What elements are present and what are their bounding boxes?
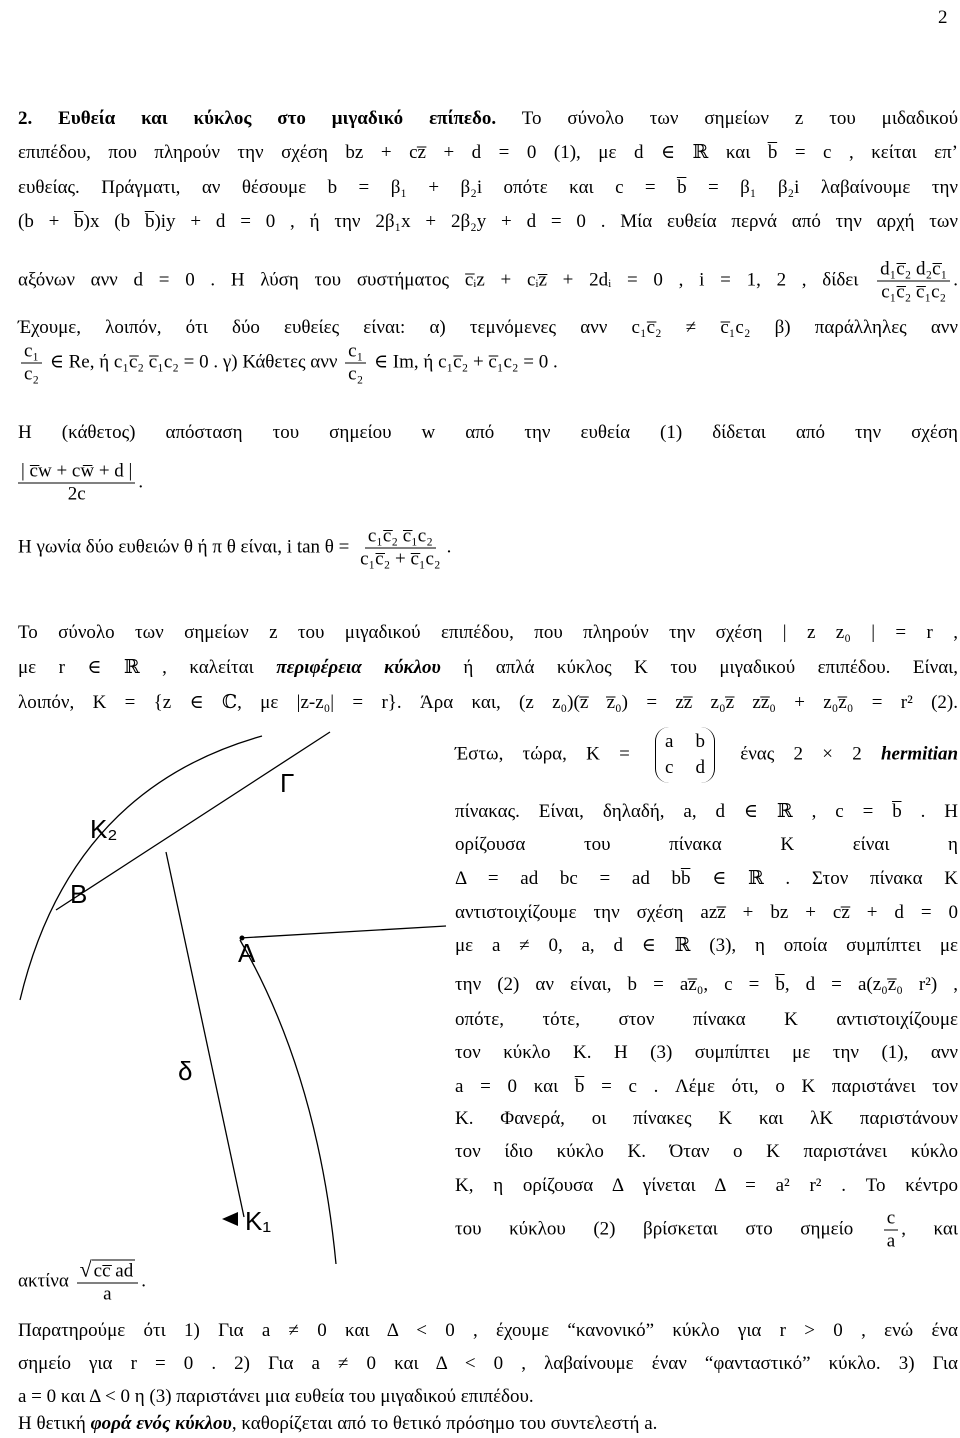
fraction-denominator: c₁c̅₂ c̅₁c₂ — [881, 281, 947, 303]
text-line — [18, 210, 958, 234]
body-text: Το σύνολο των σημείων z του μιδαδικού — [521, 108, 958, 129]
body-text: Η θετική — [18, 1413, 86, 1434]
body-text: ∈ Im, ή c₁c̅₂ + c̅₁c₂ = 0 . — [373, 351, 558, 373]
body-text: λοιπόν, K = {z ∈ ℂ, με |z-z₀| = r}. Άρα και, (z z₀)(z̅ z̅₀) = zz̅ z₀z̅ zz̅₀ + z₀z̅₀ = r² (2). — [18, 692, 958, 713]
text-line — [455, 1174, 958, 1198]
text-line — [455, 833, 958, 857]
text-line — [18, 1412, 657, 1436]
matrix-entry: d — [695, 757, 705, 778]
fraction-numerator: c — [884, 1208, 898, 1231]
fraction-denominator: c₂ — [348, 363, 364, 385]
body-text: K. Φανερά, οι πίνακες K και λK παριστάνουν — [455, 1108, 958, 1129]
text-line — [18, 1352, 958, 1376]
text-line — [455, 1008, 958, 1032]
section-heading: 2. Ευθεία και κύκλος στο μιγαδικό επίπεδο. — [18, 108, 497, 129]
body-text: ∈ Re, ή c₁c̅₂ c̅₁c₂ = 0 . γ) Κάθετες ανν — [49, 351, 338, 373]
label-k1: K₁ — [245, 1206, 272, 1236]
body-text: Η γωνία δύο ευθειών θ ή π θ είναι, i tan θ = — [18, 536, 350, 558]
text-line — [18, 141, 958, 165]
body-text: ακτίνα — [18, 1270, 69, 1292]
body-text: την (2) αν είναι, b = az̅₀, c = b̅, d = a(z₀z̅₀ r²) , — [455, 974, 958, 995]
text-line — [18, 421, 958, 445]
text-line — [455, 901, 958, 925]
line-delta — [166, 852, 244, 1217]
text-line — [455, 727, 958, 783]
body-text: Η (κάθετος) απόσταση του σημείου w από την ευθεία (1) δίδεται από την σχέση — [18, 422, 958, 443]
text-line — [455, 973, 958, 997]
radical-sign: √ — [79, 1256, 92, 1282]
text-line — [18, 461, 143, 506]
label-b: B — [70, 879, 88, 909]
label-delta: δ — [178, 1056, 193, 1086]
body-text: του κύκλου (2) βρίσκεται στο σημείο — [455, 1218, 854, 1240]
arrow-head-icon — [222, 1212, 238, 1226]
body-text: Το σύνολο των σημείων z του μιγαδικού επιπέδου, που πληρούν την σχέση | z z₀ | = r , — [18, 622, 958, 643]
body-text: ευθείας. Πράγματι, αν θέσουμε b = β₁ + β₂i οπότε και c = b̅ = β₁ β₂i λαβαίνουμε την — [18, 177, 958, 198]
body-text: Έχουμε, λοιπόν, ότι δύο ευθείες είναι: α) τεμνόμενες ανν c₁c̅₂ ≠ c̅₁c₂ β) παράλληλες ανν — [18, 317, 958, 338]
fraction — [877, 259, 950, 304]
circle-arc-upper — [20, 736, 262, 1000]
body-text: αντιστοιχίζουμε την σχέση azz̅ + bz + cz̅ + d = 0 — [455, 902, 958, 923]
radicand: cc̅ ad — [93, 1260, 134, 1282]
text-line — [18, 1385, 534, 1409]
body-text: , και — [901, 1218, 958, 1240]
matrix-entry: b — [695, 731, 705, 752]
label-a: A — [238, 938, 256, 968]
body-text: αξόνων ανν d = 0 . Η λύση του συστήματος c̅ᵢz + cᵢz̅ + 2dᵢ = 0 , i = 1, 2 , δίδει — [18, 269, 859, 291]
punctuation: . — [141, 1270, 146, 1292]
body-text: a = 0 και b̅ = c . Λέμε ότι, ο K παριστάνει τον — [455, 1076, 958, 1097]
text-line — [455, 800, 958, 824]
fraction-numerator: | c̅w + cw̅ + d | — [18, 461, 135, 484]
text-line — [18, 316, 958, 340]
text-line — [455, 1041, 958, 1065]
label-k2: K₂ — [90, 814, 118, 844]
punctuation: . — [446, 536, 452, 558]
geometry-figure — [0, 725, 450, 1285]
body-text: , καθορίζεται από το θετικό πρόσημο του συντελεστή a. — [231, 1413, 658, 1434]
fraction — [18, 461, 135, 506]
text-line — [18, 176, 958, 200]
text-line — [18, 621, 958, 645]
text-line — [18, 107, 958, 131]
text-line — [18, 259, 958, 304]
body-text: τον ίδιο κύκλο K. Όταν ο K παριστάνει κύκλο — [455, 1141, 958, 1162]
emphasis-text: φορά ενός κύκλου — [90, 1413, 232, 1434]
text-line — [18, 341, 558, 386]
emphasis-text: περιφέρεια κύκλου — [276, 657, 441, 678]
fraction-numerator: d₁c̅₂ d₂c̅₁ — [877, 259, 950, 282]
fraction — [345, 341, 366, 386]
body-text: ή απλά κύκλος K του μιγαδικού επιπέδου. Είναι, — [463, 657, 959, 678]
fraction-denominator: c₁c̅₂ + c̅₁c₂ — [360, 548, 441, 570]
matrix-entry: a — [665, 731, 674, 752]
fraction-numerator — [77, 1256, 139, 1284]
matrix-k — [655, 727, 715, 783]
body-text: σημείο για r = 0 . 2) Για a ≠ 0 και Δ < 0 , λαβαίνουμε έναν “φανταστικό” κύκλο. 3) Για — [18, 1353, 958, 1374]
fraction-denominator: 2c — [67, 483, 86, 505]
body-text: (b + b̅)x (b b̅)iy + d = 0 , ή την 2β₁x + 2β₂y + d = 0 . Μία ευθεία περνά από την αρχή των — [18, 211, 958, 232]
body-text: Έστω, τώρα, K = — [455, 743, 630, 765]
fraction-numerator: c₁ — [21, 341, 42, 364]
body-text: με r ∈ ℝ , καλείται — [18, 657, 254, 678]
text-line — [18, 526, 451, 571]
fraction — [884, 1208, 898, 1253]
body-text: με a ≠ 0, a, d ∈ ℝ (3), η οποία συμπίπτει με — [455, 935, 958, 956]
text-line — [455, 867, 958, 891]
fraction — [77, 1256, 139, 1306]
fraction-numerator: c₁ — [345, 341, 366, 364]
text-line — [455, 1075, 958, 1099]
text-line — [18, 656, 958, 680]
text-line — [18, 691, 958, 715]
body-text: τον κύκλο K. Η (3) συμπίπτει με την (1), ανν — [455, 1042, 958, 1063]
fraction-denominator: c₂ — [24, 363, 40, 385]
tangent-line-a — [240, 926, 446, 938]
page-number: 2 — [938, 7, 948, 28]
fraction-denominator: a — [103, 1283, 112, 1305]
body-text: πίνακας. Είναι, δηλαδή, a, d ∈ ℝ , c = b̅ . Η — [455, 801, 958, 822]
text-line — [455, 1140, 958, 1164]
emphasis-text: hermitian — [880, 743, 959, 765]
fraction-denominator: a — [886, 1230, 896, 1252]
punctuation: . — [138, 471, 144, 493]
body-text: ένας 2 × 2 — [740, 743, 862, 765]
fraction — [357, 526, 443, 571]
body-text: ορίζουσα του πίνακα K είναι η — [455, 834, 958, 855]
body-text: Δ = ad bc = ad bb̅ ∈ ℝ . Στον πίνακα K — [455, 868, 958, 889]
text-line — [455, 1208, 958, 1253]
matrix-entry: c — [665, 757, 674, 778]
body-text: επιπέδου, που πληρούν την σχέση bz + cz̅ + d = 0 (1), με d ∈ ℝ και b̅ = c , κείται επ’ — [18, 142, 958, 163]
text-line — [455, 934, 958, 958]
label-gamma: Γ — [280, 768, 295, 798]
body-text: οπότε, τότε, στον πίνακα K αντιστοιχίζουμε — [455, 1009, 958, 1030]
text-line — [455, 1107, 958, 1131]
fraction — [21, 341, 42, 386]
punctuation: . — [953, 269, 958, 291]
body-text: a = 0 και Δ < 0 η (3) παριστάνει μια ευθεία του μιγαδικού επιπέδου. — [18, 1386, 534, 1407]
body-text: K, η ορίζουσα Δ γίνεται Δ = a² r² . Το κέντρο — [455, 1175, 958, 1196]
text-line — [18, 1319, 958, 1343]
text-line — [18, 1256, 146, 1306]
fraction-numerator: c₁c̅₂ c̅₁c₂ — [365, 526, 436, 549]
body-text: Παρατηρούμε ότι 1) Για a ≠ 0 και Δ < 0 , έχουμε “κανονικό” κύκλο για r > 0 , ενώ ένα — [18, 1320, 958, 1341]
